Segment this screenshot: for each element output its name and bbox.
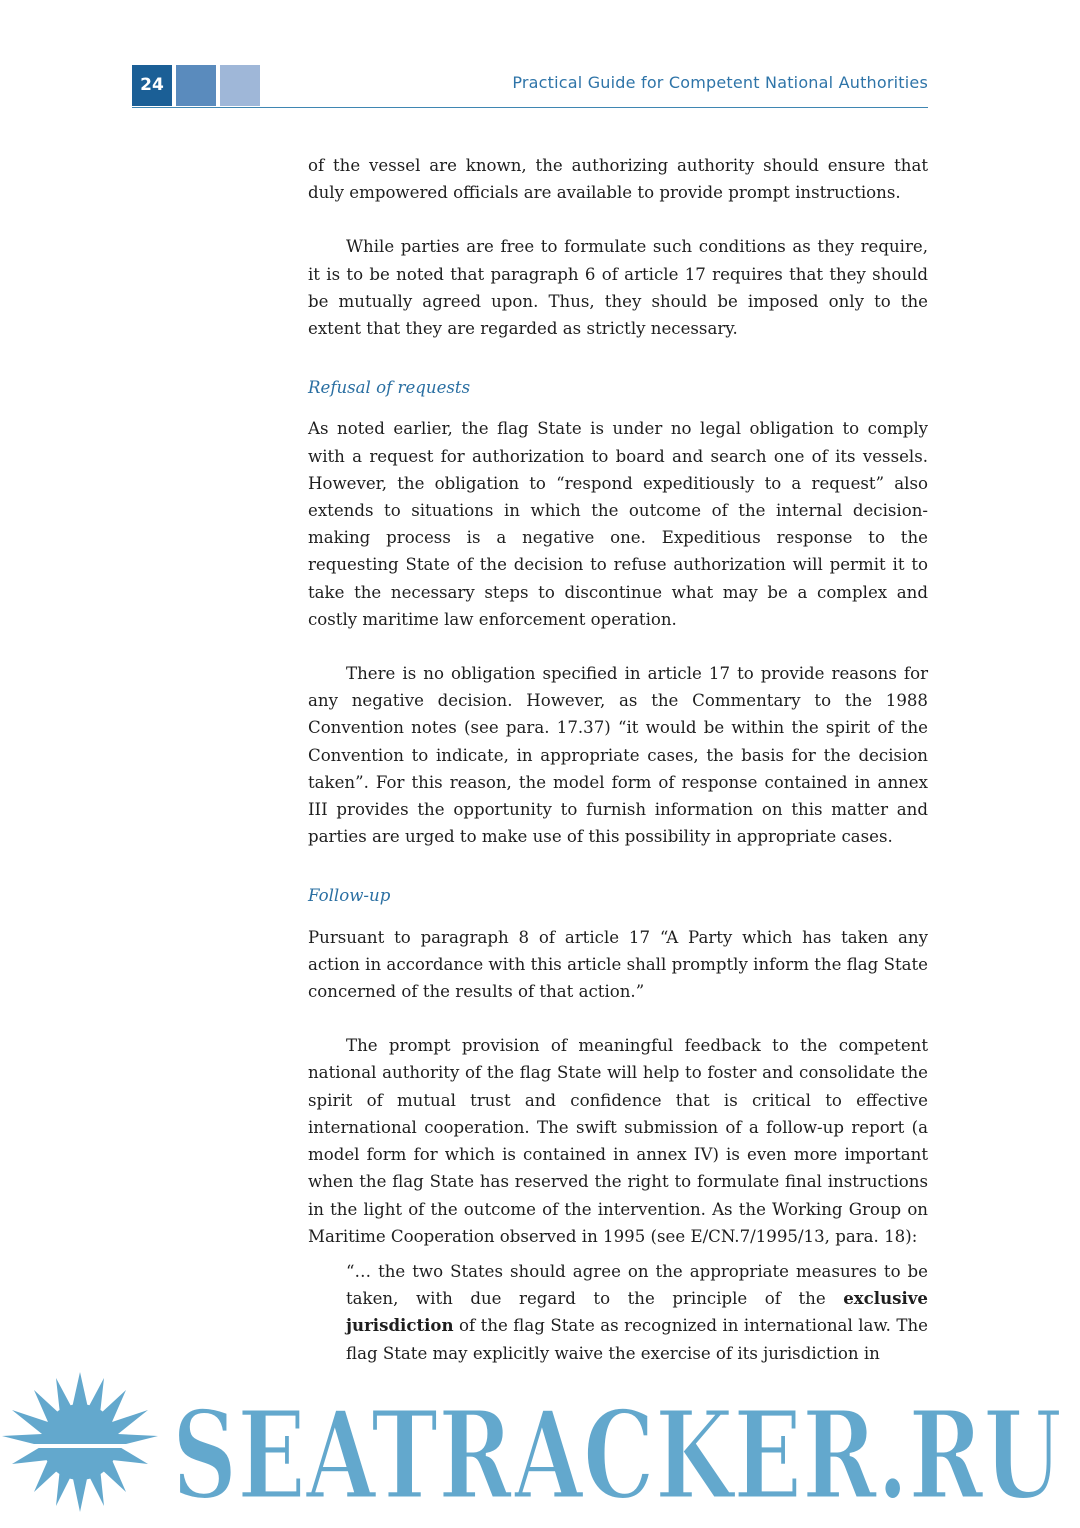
sun-icon [2,1372,158,1512]
quote-text: “… the two States should agree on the appropriate measures to be taken, with due regard to the principle of the [346,1261,928,1309]
page-header [132,65,928,108]
watermark-logo [0,1360,1080,1528]
quote-text: of the flag State as recognized in international law. The flag State may explicitly waive the exercise of its jurisdiction in [346,1316,928,1363]
paragraph: The prompt provision of meaningful feedback to the competent national authority of the flag State will help to foster and consolidate the spirit of mutual trust and confidence that is critical to effective international cooperation. The swift submission of a follow-up report (a model form for which is contained in annex IV) is even more important when the flag State has reserved the right to formulate final instructions in the light of the outcome of the intervention. As the Working Group on Maritime Cooperation observed in 1995 (see E/CN.7/1995/13, para. 18): [308,1036,928,1246]
header-decoration-square [176,65,216,106]
paragraph: While parties are free to formulate such conditions as they require, it is to be noted that paragraph 6 of article 17 requires that they should be mutually agreed upon. Thus, they should be imposed only to the extent that they are regarded as strictly necessary. [308,237,928,339]
page-number: 24 [132,65,172,106]
section-heading-refusal: Refusal of requests [308,378,471,398]
paragraph: of the vessel are known, the authorizing authority should ensure that duly empowered officials are available to provide prompt instructions. [308,156,928,203]
body-text [308,152,928,1367]
section-heading-follow-up: Follow-up [308,886,391,906]
watermark-text: SEATRACKER.RU [172,1383,1062,1527]
paragraph: As noted earlier, the flag State is under no legal obligation to comply with a request for authorization to board and search one of its vessels. However, the obligation to “respond expeditiously to a request” also extends to situations in which the outcome of the internal decision-making process is a negative one. Expeditious response to the requesting State of the decision to refuse authorization will permit it to take the necessary steps to discontinue what may be a complex and costly maritime law enforcement operation. [308,419,928,629]
header-decoration-square [220,65,260,106]
block-quote [346,1258,928,1367]
paragraph: There is no obligation specified in article 17 to provide reasons for any negative decision. However, as the Commentary to the 1988 Convention notes (see para. 17.37) “it would be within the spirit of the Convention to indicate, in appropriate cases, the basis for the decision taken”. For this reason, the model form of response contained in annex III provides the opportunity to furnish information on this matter and parties are urged to make use of this possibility in appropriate cases. [308,664,928,847]
paragraph: Pursuant to paragraph 8 of article 17 “A Party which has taken any action in accordance with this article shall promptly inform the flag State concerned of the results of that action.” [308,927,928,1002]
quote-bold-text: exclusive jurisdiction [346,1288,928,1336]
running-title: Practical Guide for Competent National Authorities [512,73,928,92]
